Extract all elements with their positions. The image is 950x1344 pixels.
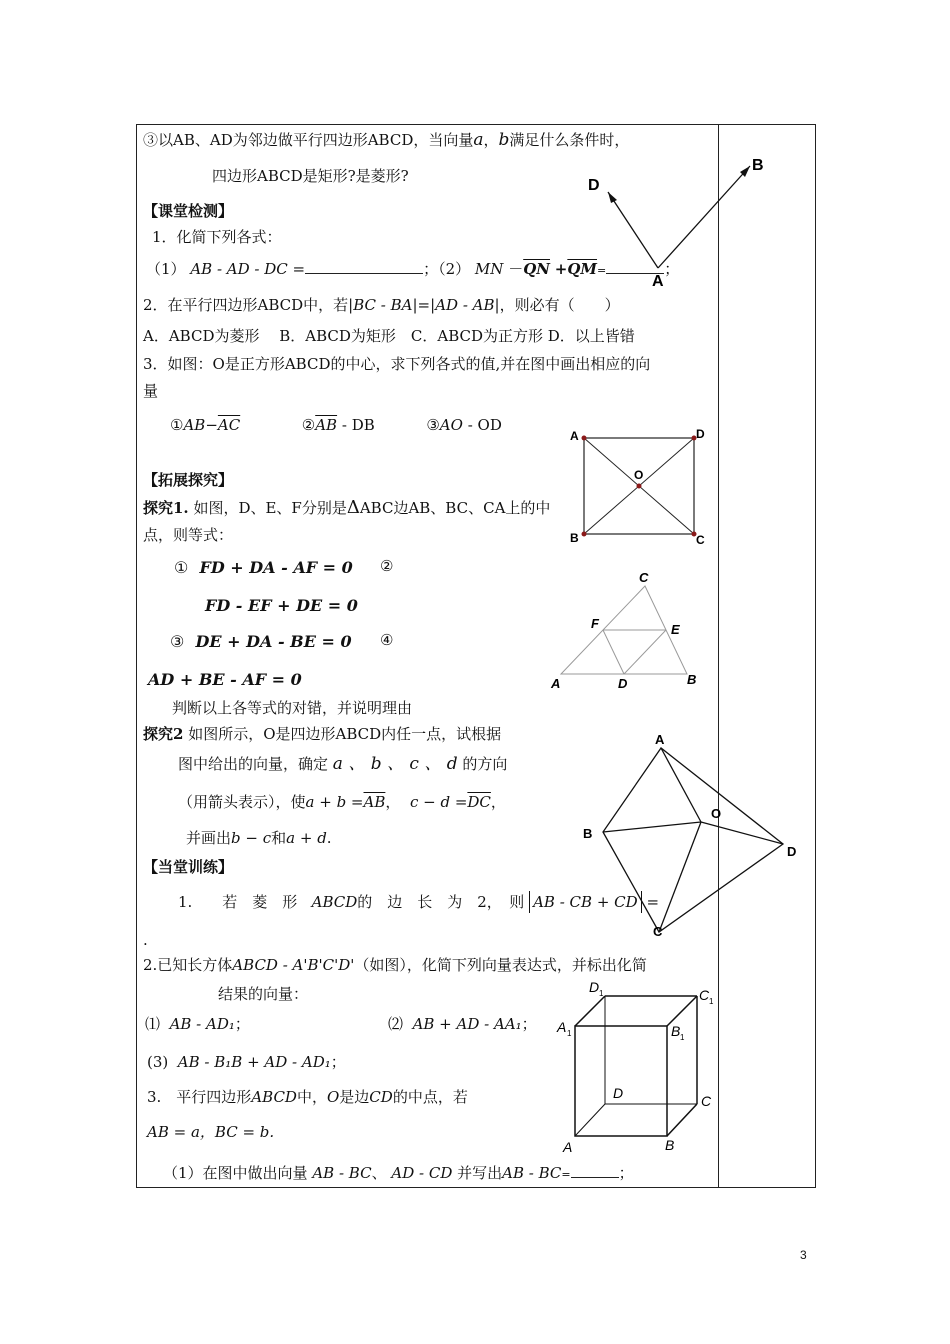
explore-2: 探究2 如图所示，O是四边形ABCD内任一点，试根据 (143, 725, 502, 743)
vec-label-b: B (752, 157, 764, 174)
page-number: 3 (800, 1248, 807, 1262)
equation-2: FD - EF + DE = 0 (205, 596, 358, 615)
vec-label-d: D (588, 177, 600, 194)
explore-2-cont: 图中给出的向量，确定 a 、 b 、 c 、 d 的方向 (178, 754, 508, 774)
svg-text:C: C (653, 924, 663, 939)
exercise-3: 3．如图：O是正方形ABCD的中心，求下列各式的值,并在图中画出相应的向 (143, 355, 651, 373)
equation-4: AD + BE - AF = 0 (148, 670, 302, 689)
svg-text:A: A (655, 732, 665, 747)
svg-text:1: 1 (680, 1033, 685, 1042)
svg-text:1: 1 (599, 989, 604, 998)
cuboid-figure (555, 974, 720, 1158)
svg-text:A: A (563, 1139, 573, 1155)
triangle-figure (545, 568, 715, 696)
svg-text:1: 1 (709, 997, 714, 1006)
svg-text:E: E (671, 622, 680, 637)
equation-3: ③ DE + DA - BE = 0 (170, 632, 352, 651)
svg-text:B: B (665, 1137, 675, 1153)
svg-text:D: D (613, 1085, 624, 1101)
svg-text:B: B (583, 826, 593, 841)
svg-text:1: 1 (567, 1029, 572, 1038)
svg-text:A: A (570, 429, 579, 443)
svg-text:B: B (570, 531, 579, 545)
training-1-dot: . (143, 931, 148, 949)
svg-text:C: C (701, 1093, 712, 1109)
svg-text:D: D (618, 676, 628, 691)
exercise-3-items: $①AB-\overline{AC}$ $②\overline{AB}$ - DB ③AO - OD (170, 416, 502, 434)
svg-text:O: O (634, 468, 644, 482)
heading-dangtang: 【当堂训练】 (143, 858, 234, 876)
svg-text:F: F (591, 616, 599, 631)
exercise-1-title: 1．化简下列各式： (152, 228, 282, 246)
equation-4-number: ④ (380, 631, 394, 649)
training-3-given: AB = a，BC = b. (147, 1123, 275, 1141)
heading-tuozhan: 【拓展探究】 (143, 471, 234, 489)
svg-text:C: C (696, 533, 705, 547)
svg-text:D: D (787, 844, 797, 859)
svg-text:C: C (639, 570, 649, 585)
square-figure (566, 424, 716, 548)
svg-text:A: A (551, 676, 561, 691)
training-2-cont: 结果的向量： (218, 985, 309, 1003)
svg-text:C: C (699, 987, 710, 1003)
training-2-item-3: (3) AB - B₁B + AD - AD₁； (147, 1053, 346, 1071)
explore-2-draw: 并画出b − c和a + d. (186, 829, 332, 847)
explore-1: 探究1. 如图，D、E、F分别是ΔABC边AB、BC、CA上的中 (143, 497, 551, 518)
exercise-2: 2．在平行四边形ABCD中，若|BC - BA|=|AD - AB|，则必有（ ） (143, 296, 620, 314)
question-3-text: ③以AB、AD为邻边做平行四边形ABCD，当向量a，b满足什么条件时， (143, 130, 630, 150)
training-2: 2.已知长方体ABCD - A'B'C'D'（如图），化简下列向量表达式，并标出化简 (143, 956, 647, 974)
svg-text:D: D (696, 427, 705, 441)
explore-1-judge: 判断以上各等式的对错，并说明理由 (172, 699, 413, 717)
exercise-2-options: A．ABCD为菱形 B．ABCD为矩形 C．ABCD为正方形 D．以上皆错 (143, 327, 635, 345)
equation-2-number: ② (380, 557, 394, 575)
training-1: 1. 若 菱 形 ABCD的 边 长 为 2， 则 AB - CB + CD = (178, 893, 660, 911)
explore-2-cond: （用箭头表示），使$a + b =\overline{AB}$， $c - d =\overline{DC}$， (178, 793, 506, 811)
heading-ketang: 【课堂检测】 (143, 202, 234, 220)
exercise-1-line: （1） AB - AD - DC = ；（2） MN $-\overline{QN} +\overline{QM}=$ ； (146, 260, 680, 278)
equation-1: ① FD + DA - AF = 0 (174, 558, 353, 577)
svg-text:B: B (671, 1023, 681, 1039)
explore-1-cont: 点，则等式： (143, 526, 234, 544)
svg-text:A: A (557, 1019, 567, 1035)
vec-label-a: A (652, 273, 664, 290)
training-3: 3. 平行四边形ABCD中，O是边CD的中点，若 (147, 1088, 468, 1106)
exercise-3-cont: 量 (143, 382, 159, 400)
svg-text:D: D (589, 979, 600, 995)
question-3-text-cont: 四边形ABCD是矩形?是菱形? (212, 167, 409, 185)
svg-text:B: B (687, 672, 697, 687)
training-2-item-2: ⑵ AB + AD - AA₁； (388, 1015, 537, 1033)
training-2-item-1: ⑴ AB - AD₁； (145, 1015, 250, 1033)
training-3-part-1: （1）在图中做出向量 AB - BC、 AD - CD 并写出AB - BC= ； (163, 1164, 634, 1182)
svg-text:O: O (711, 806, 722, 821)
